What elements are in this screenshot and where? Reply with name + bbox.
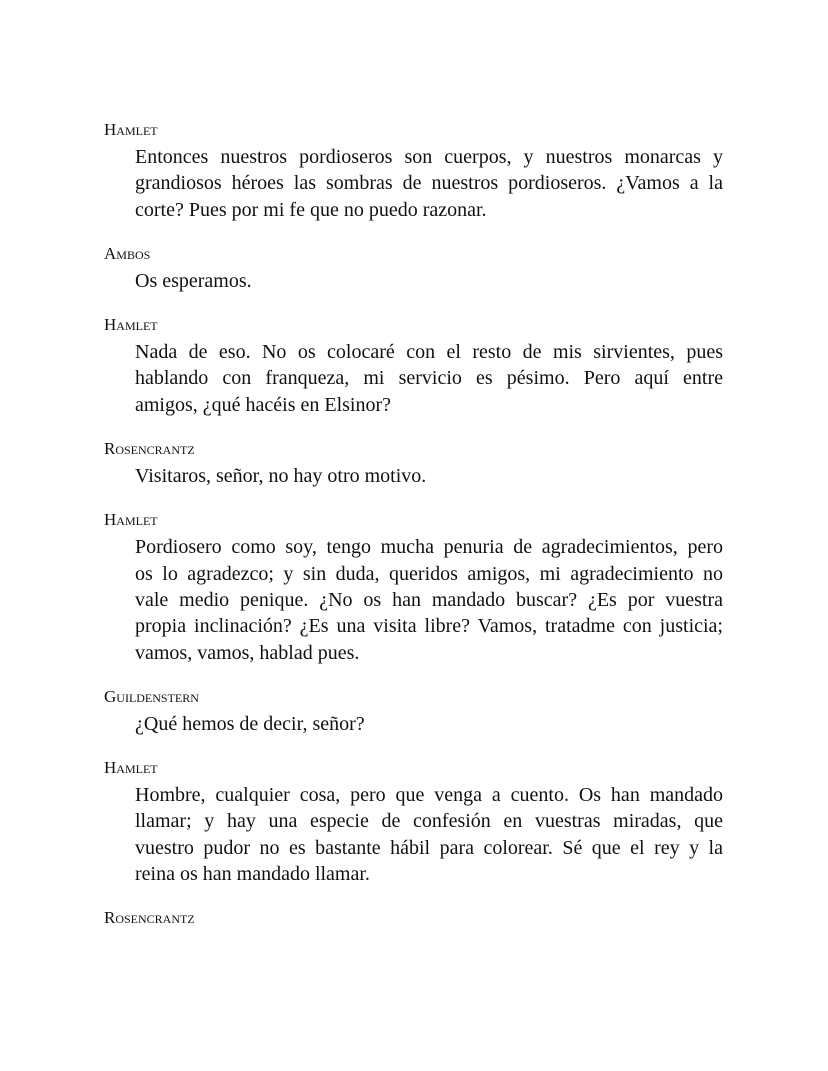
speech-line: propia inclinación? ¿Es una visita libre? Vamos, tratadme con justicia; — [135, 615, 723, 638]
speaker-name: Hamlet — [104, 120, 158, 139]
dialogue-block — [104, 439, 724, 489]
speech-text — [135, 463, 723, 489]
speech-line: Pordiosero como soy, tengo mucha penuria de agradecimientos, pero — [135, 536, 723, 559]
dialogue-block — [104, 244, 724, 294]
speech-line: amigos, ¿qué hacéis en Elsinor? — [135, 393, 392, 416]
speech-line: vuestro pudor no es bastante hábil para colorear. Sé que el rey y la — [135, 836, 723, 859]
speech-line: corte? Pues por mi fe que no puedo razonar. — [135, 198, 487, 221]
speech-text — [135, 534, 723, 665]
speech-line: os lo agradezco; y sin duda, queridos amigos, mi agradecimiento no — [135, 562, 723, 585]
dialogue-block — [104, 510, 724, 665]
dialogue-block — [104, 120, 724, 223]
speaker-name: Rosencrantz — [104, 908, 195, 928]
speech-text — [135, 339, 723, 418]
dialogue-block — [104, 315, 724, 418]
speech-line: Os esperamos. — [135, 269, 252, 292]
speech-text — [135, 711, 723, 737]
speaker-name: Rosencrantz — [104, 439, 195, 459]
speech-line: grandiosos héroes las sombras de nuestros pordioseros. ¿Vamos a la — [135, 172, 723, 195]
speaker-name: Hamlet — [104, 510, 158, 530]
speaker-name: Guildenstern — [104, 686, 199, 706]
speaker-name: Hamlet — [104, 758, 158, 778]
speech-line: llamar; y hay una especie de confesión en vuestras miradas, que — [135, 810, 723, 833]
speech-line: vale medio penique. ¿No os han mandado buscar? ¿Es por vuestra — [135, 588, 723, 611]
speech-line: vamos, vamos, hablad pues. — [135, 641, 360, 664]
speaker-name: Ambos — [104, 243, 151, 263]
dialogue-block — [104, 908, 724, 928]
speech-text — [135, 144, 723, 223]
speech-line: Entonces nuestros pordioseros son cuerpos, y nuestros monarcas y — [135, 146, 723, 168]
speech-text — [135, 782, 723, 887]
speaker-name: Hamlet — [104, 315, 158, 335]
speech-line: ¿Qué hemos de decir, señor? — [135, 712, 365, 735]
speech-line: Nada de eso. No os colocaré con el resto de mis sirvientes, pues — [135, 341, 723, 364]
speech-line: Visitaros, señor, no hay otro motivo. — [135, 465, 427, 488]
speech-line: reina os han mandado llamar. — [135, 863, 370, 886]
speech-line: hablando con franqueza, mi servicio es pésimo. Pero aquí entre — [135, 367, 723, 390]
play-script-page — [104, 120, 724, 949]
dialogue-block — [104, 758, 724, 887]
speech-text — [135, 268, 723, 294]
speech-line: Hombre, cualquier cosa, pero que venga a cuento. Os han mandado — [135, 784, 723, 807]
dialogue-block — [104, 687, 724, 737]
